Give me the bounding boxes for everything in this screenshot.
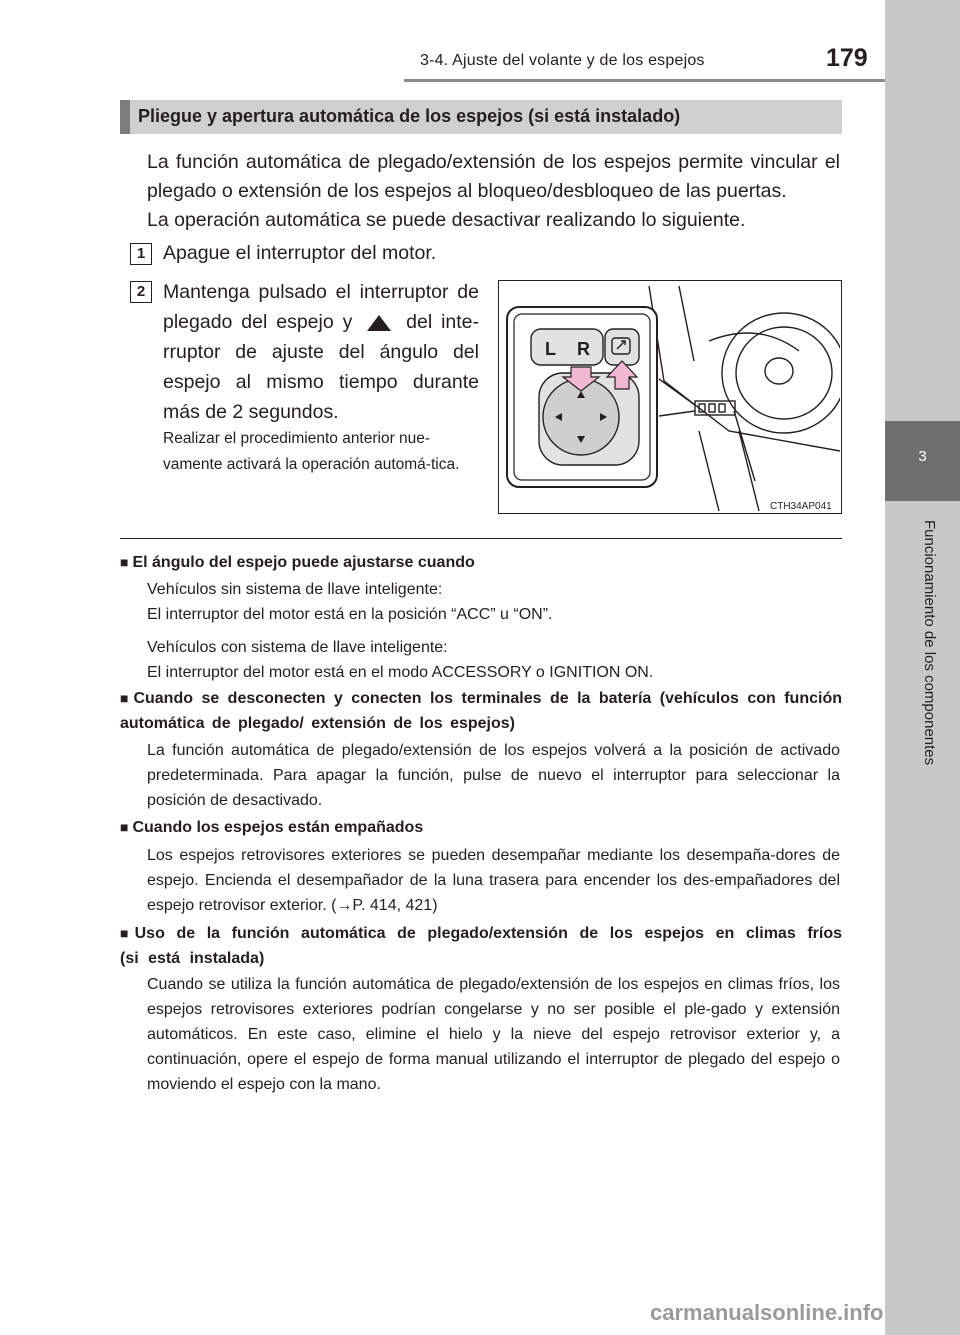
section-heading (120, 100, 842, 134)
step-2-text-b: del inte-rruptor de ajuste del ángulo del espejo al mismo tiempo durante más de 2 segundos. (163, 311, 480, 423)
figure-label-l: L (545, 339, 556, 359)
square-bullet-icon: ■ (120, 690, 130, 706)
note-3-title: ■ Cuando los espejos están empañados (120, 819, 424, 836)
intro-paragraph-1: La función automática de plegado/extensión de los espejos permite vincular el plegado o extensión de los espejos al bloqueo/desbloqueo de las puertas. (147, 151, 840, 202)
step-1-text: Apague el interruptor del motor. (163, 242, 437, 264)
note-2-body: La función automática de plegado/extensión de los espejos volverá a la posición de activado predeterminada. Para apagar la función, pulse de nuevo el interruptor para seleccionar la posición de desactivado. (147, 742, 840, 809)
note-4-title: ■ Uso de la función automática de plegado/extensión de los espejos en climas fríos (si está instalada) (120, 925, 842, 967)
square-bullet-icon: ■ (120, 925, 131, 941)
step-2-text-a: Mantenga pulsado el interruptor de plegado del espejo y (163, 281, 479, 333)
chapter-number: 3 (918, 448, 927, 465)
watermark: carmanualsonline.info (650, 1300, 884, 1325)
triangle-up-icon (367, 315, 391, 331)
note-1-body: Vehículos sin sistema de llave inteligente: El interruptor del motor está en la posición “ACC” u “ON”. Vehículos con sistema de llave inteligente: El interruptor del motor está en el modo ACCESSORY o IGNITION ON. (147, 581, 654, 681)
square-bullet-icon: ■ (120, 554, 129, 570)
note-1-title: ■ El ángulo del espejo puede ajustarse cuando (120, 554, 475, 571)
notes-divider (120, 538, 842, 539)
header-section-title: 3-4. Ajuste del volante y de los espejos (420, 52, 705, 69)
step-2-number: 2 (130, 281, 152, 303)
note-2-title: ■ Cuando se desconecten y conecten los terminales de la batería (vehículos con función automática de plegado/ extensión de los espejos) (120, 690, 842, 732)
section-heading-bar (120, 100, 130, 134)
square-bullet-icon: ■ (120, 819, 129, 835)
step-2-text (163, 277, 479, 427)
side-tab-top (885, 0, 960, 421)
figure-label-r: R (577, 339, 590, 359)
note-4-body: Cuando se utiliza la función automática de plegado/extensión de los espejos en climas fríos, los espejos retrovisores exteriores podrían congelarse y no ser posible el ple-gado y extensión automáticos. En este caso, elimine el hielo y la nieve del espejo retrovisor exterior y, a continuación, opere el espejo de forma manual utilizando el interruptor de plegado del espejo o moviendo el espejo con la mano. (147, 976, 840, 1093)
step-note: Realizar el procedimiento anterior nue-vamente activará la operación automá-tica. (163, 430, 460, 473)
chapter-label: Funcionamiento de los componentes (921, 520, 938, 766)
intro-paragraph-2: La operación automática se puede desactivar realizando lo siguiente. (147, 209, 746, 231)
figure-code: CTH34AP041 (770, 501, 832, 512)
note-3-body: Los espejos retrovisores exteriores se pueden desempañar mediante los desempaña-dores de espejo. Encienda el desempañador de la luna trasera para encender los des-empañadores del espejo retrovisor exterior. (→P. 414, 421) (147, 847, 840, 914)
header-rule (404, 79, 960, 82)
step-1-number: 1 (130, 243, 152, 265)
mirror-switch-figure (498, 280, 842, 514)
section-heading-text: Pliegue y apertura automática de los espejos (si está instalado) (138, 106, 681, 126)
page-number: 179 (826, 44, 868, 72)
mirror-switch-illustration (499, 281, 840, 512)
